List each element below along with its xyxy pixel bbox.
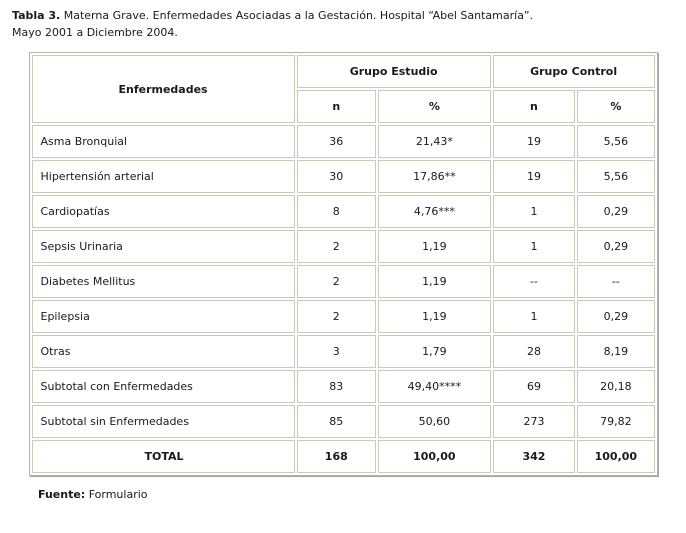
cell-control-pct: 0,29 [577, 195, 654, 228]
header-control-pct: % [577, 90, 654, 123]
cell-estudio-pct: 50,60 [378, 405, 491, 438]
cell-control-pct: 8,19 [577, 335, 654, 368]
header-grupo-estudio: Grupo Estudio [297, 55, 491, 88]
cell-estudio-pct: 21,43* [378, 125, 491, 158]
cell-estudio-pct: 1,79 [378, 335, 491, 368]
cell-disease: Diabetes Mellitus [32, 265, 295, 298]
cell-control-n: 28 [493, 335, 575, 368]
header-enfermedades: Enfermedades [32, 55, 295, 123]
cell-control-pct: -- [577, 265, 654, 298]
cell-disease: Otras [32, 335, 295, 368]
cell-disease: Asma Bronquial [32, 125, 295, 158]
cell-estudio-pct: 49,40**** [378, 370, 491, 403]
cell-estudio-n: 85 [297, 405, 376, 438]
cell-total-control-pct: 100,00 [577, 440, 654, 473]
cell-estudio-n: 83 [297, 370, 376, 403]
cell-control-n: 19 [493, 125, 575, 158]
source-note [0, 476, 686, 501]
table-row [32, 125, 655, 158]
cell-control-pct: 79,82 [577, 405, 654, 438]
cell-estudio-n: 2 [297, 265, 376, 298]
cell-estudio-n: 2 [297, 300, 376, 333]
cell-disease: Hipertensión arterial [32, 160, 295, 193]
table-row [32, 195, 655, 228]
cell-estudio-pct: 4,76*** [378, 195, 491, 228]
header-estudio-n: n [297, 90, 376, 123]
cell-estudio-n: 36 [297, 125, 376, 158]
cell-disease: Epilepsia [32, 300, 295, 333]
cell-total-estudio-pct: 100,00 [378, 440, 491, 473]
cell-control-pct: 5,56 [577, 125, 654, 158]
table-caption-text-line1: Materna Grave. Enfermedades Asociadas a la Gestación. Hospital “Abel Santamaría”. [63, 9, 534, 22]
cell-control-n: 1 [493, 300, 575, 333]
cell-total-control-n: 342 [493, 440, 575, 473]
table-caption [0, 0, 686, 50]
cell-estudio-pct: 1,19 [378, 300, 491, 333]
cell-disease: Subtotal sin Enfermedades [32, 405, 295, 438]
header-control-n: n [493, 90, 575, 123]
cell-estudio-n: 3 [297, 335, 376, 368]
cell-control-pct: 20,18 [577, 370, 654, 403]
header-estudio-pct: % [378, 90, 491, 123]
cell-estudio-pct: 17,86** [378, 160, 491, 193]
table-row [32, 265, 655, 298]
cell-disease: Sepsis Urinaria [32, 230, 295, 263]
cell-control-pct: 5,56 [577, 160, 654, 193]
cell-disease: Subtotal con Enfermedades [32, 370, 295, 403]
cell-disease: Cardiopatías [32, 195, 295, 228]
table-caption-label: Tabla 3. [12, 9, 61, 22]
table-row [32, 160, 655, 193]
cell-estudio-n: 2 [297, 230, 376, 263]
cell-total-estudio-n: 168 [297, 440, 376, 473]
cell-estudio-n: 30 [297, 160, 376, 193]
table-row [32, 335, 655, 368]
cell-control-pct: 0,29 [577, 300, 654, 333]
cell-estudio-pct: 1,19 [378, 265, 491, 298]
cell-estudio-pct: 1,19 [378, 230, 491, 263]
table-row [32, 300, 655, 333]
diseases-table [29, 52, 658, 476]
cell-control-n: 273 [493, 405, 575, 438]
cell-control-n: -- [493, 265, 575, 298]
cell-control-n: 1 [493, 195, 575, 228]
table-row [32, 370, 655, 403]
table-row [32, 405, 655, 438]
header-row-groups [32, 55, 655, 88]
cell-estudio-n: 8 [297, 195, 376, 228]
table-row-total [32, 440, 655, 473]
header-grupo-control: Grupo Control [493, 55, 655, 88]
source-note-label: Fuente: [38, 488, 86, 501]
cell-control-pct: 0,29 [577, 230, 654, 263]
source-note-text: Formulario [88, 488, 148, 501]
cell-control-n: 19 [493, 160, 575, 193]
cell-total-label: TOTAL [32, 440, 295, 473]
cell-control-n: 1 [493, 230, 575, 263]
cell-control-n: 69 [493, 370, 575, 403]
table-row [32, 230, 655, 263]
table-caption-text-line2: Mayo 2001 a Diciembre 2004. [12, 26, 178, 39]
